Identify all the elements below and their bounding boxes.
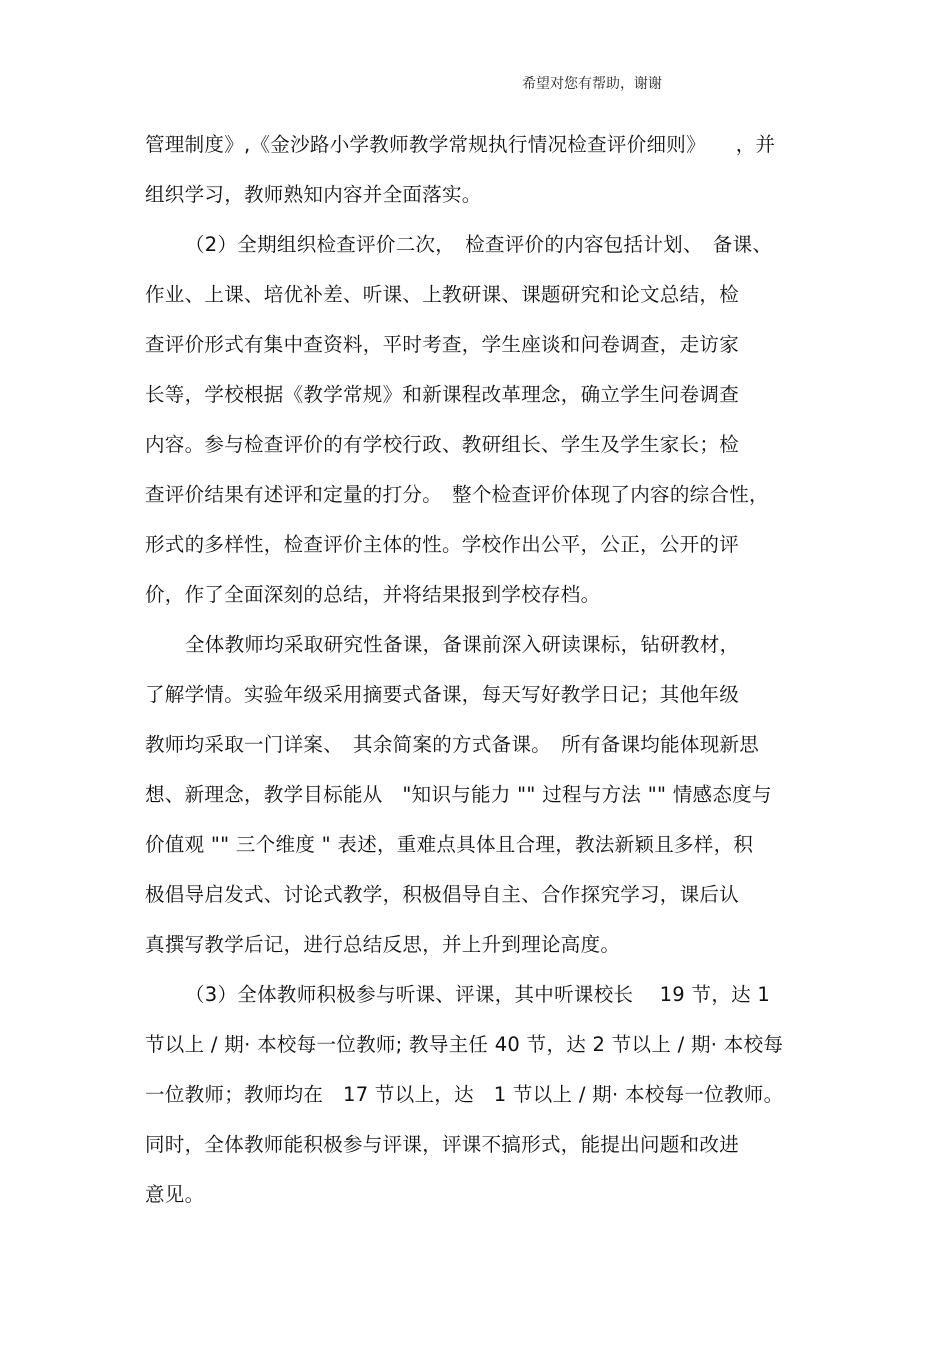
text-line: 了解学情。实验年级采用摘要式备课，每天写好教学日记；其他年级	[145, 683, 740, 706]
page-header-note: 希望对您有帮助，谢谢	[522, 76, 662, 92]
text-line: 同时，全体教师能积极参与评课，评课不搞形式，能提出问题和改进	[145, 1133, 740, 1156]
text-line: 作业、上课、培优补差、听课、上教研课、课题研究和论文总结，检	[145, 283, 740, 306]
text-line: 价，作了全面深刻的总结，并将结果报到学校存档。	[145, 583, 601, 606]
text-line: 意见。	[145, 1183, 205, 1206]
text-line: 教师均采取一门详案、 其余简案的方式备课。 所有备课均能体现新思	[145, 733, 760, 756]
text-line: 形式的多样性，检查评价主体的性。学校作出公平，公正，公开的评	[145, 533, 740, 556]
text-line: 组织学习，教师熟知内容并全面落实。	[145, 183, 482, 206]
text-line: 真撰写教学后记，进行总结反思，并上升到理论高度。	[145, 933, 621, 956]
text-line: 管理制度》,《金沙路小学教师教学常规执行情况检查评价细则》 ，并	[145, 133, 776, 156]
text-line: 全体教师均采取研究性备课，备课前深入研读课标，钻研教材，	[185, 633, 740, 656]
text-line: 内容。参与检查评价的有学校行政、教研组长、学生及学生家长；检	[145, 433, 740, 456]
text-line: 想、新理念，教学目标能从 "知识与能力 "" 过程与方法 "" 情感态度与	[145, 783, 772, 806]
text-line: 查评价结果有述评和定量的打分。 整个检查评价体现了内容的综合性，	[145, 483, 769, 506]
text-line: （2）全期组织检查评价二次， 检查评价的内容包括计划、 备课、	[185, 233, 773, 256]
text-line: 极倡导启发式、讨论式教学，积极倡导自主、合作探究学习，课后认	[145, 883, 740, 906]
text-line: 一位教师；教师均在 17 节以上，达 1 节以上 / 期· 本校每一位教师。	[145, 1083, 784, 1106]
text-line: 长等，学校根据《教学常规》和新课程改革理念，确立学生问卷调查	[145, 383, 740, 406]
text-line: 价值观 "" 三个维度 " 表述，重难点具体且合理，教法新颖且多样，积	[145, 833, 754, 856]
text-line: 节以上 / 期· 本校每一位教师; 教导主任 40 节，达 2 节以上 / 期· 本校每	[145, 1033, 784, 1056]
text-line: （3）全体教师积极参与听课、评课，其中听课校长 19 节，达 1	[185, 983, 771, 1006]
text-line: 查评价形式有集中查资料，平时考查，学生座谈和问卷调查，走访家	[145, 333, 740, 356]
